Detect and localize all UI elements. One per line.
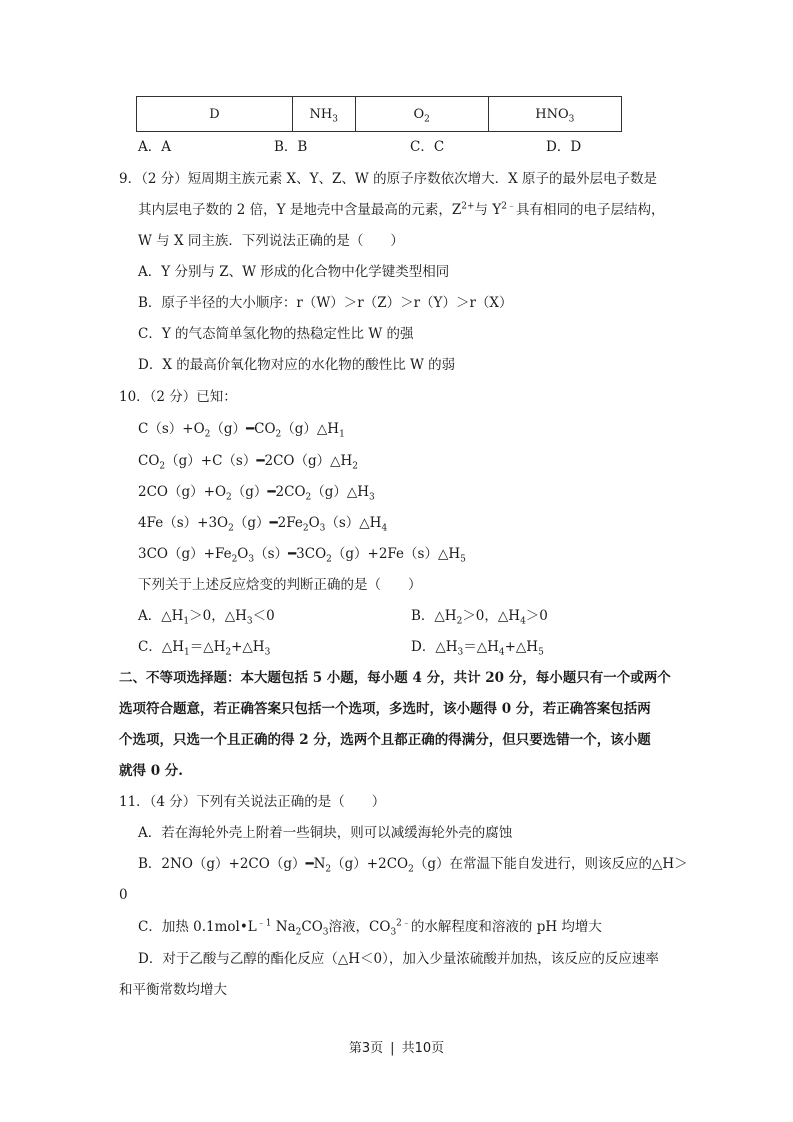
q10-reaction-5: $3CO(g)+Fe_2O_3(s)━3CO_2(g)+2Fe(s)\triangle H_5$ xyxy=(138,546,466,565)
table-row xyxy=(137,97,622,132)
footer-separator: | xyxy=(390,1041,395,1056)
table-cell: D xyxy=(137,97,293,132)
cell-text: HNO xyxy=(535,106,569,122)
q11-option-c: C．加热 $0.1mol•L^{﹣1}$ $Na_2CO_3$溶液，$CO_3^{2﹣}$的水解程度和溶液的 pH 均增大 xyxy=(138,918,602,938)
q10-reaction-4: $4Fe(s)+3O_2(g)━2Fe_2O_3(s)\triangle H_4$ xyxy=(138,515,388,534)
table-cell xyxy=(292,97,355,132)
q11-option-d-cont: 和平衡常数均增大 xyxy=(119,982,227,998)
q8-option-d: D．D xyxy=(546,139,582,155)
subscript: 2 xyxy=(424,114,430,125)
q11-option-d: D．对于乙酸与乙醇的酯化反应（△H＜0），加入少量浓硫酸并加热，该反应的反应速率 xyxy=(138,951,659,967)
section2-heading-line4: 就得 0 分. xyxy=(119,763,183,779)
q9-stem-line3: W 与 X 同主族．下列说法正确的是（ ） xyxy=(138,233,404,249)
q9-option-a: A．Y 分别与 Z、W 形成的化合物中化学键类型相同 xyxy=(138,264,450,280)
cell-text: O xyxy=(413,106,425,122)
section2-heading-line2: 选项符合题意，若正确答案只包括一个选项，多选时，该小题得 0 分，若正确答案包括两 xyxy=(119,701,651,717)
page-total: 共10页 xyxy=(401,1041,445,1056)
q8-option-a: A．A xyxy=(138,139,171,155)
q11-option-b: B．$2NO(g)+2CO(g)━N_2(g)+2CO_2(g)$在常温下能自发进行，则该反应的△H＞ xyxy=(138,856,688,875)
q10-question: 下列关于上述反应焓变的判断正确的是（ ） xyxy=(138,577,422,593)
q9-option-d: D．X 的最高价氧化物对应的水化物的酸性比 W 的弱 xyxy=(138,357,456,373)
q10-reaction-1: $C(s)+O_2(g)━CO_2(g)\triangle H_1$ xyxy=(138,421,345,440)
subscript: 3 xyxy=(568,114,575,125)
cell-text: NH xyxy=(309,106,333,122)
q10-option-d: D．$\triangle H_3=\triangle H_4+\triangle H_5$ xyxy=(411,639,544,658)
q10-option-a: A．$\triangle H_1>0$，$\triangle H_3<0$ xyxy=(138,608,275,627)
answer-table xyxy=(136,96,622,132)
q11-stem: 11．（4 分）下列有关说法正确的是（ ） xyxy=(119,794,386,810)
page-footer xyxy=(0,1037,793,1056)
q9-stem-line1: 9．（2 分）短周期主族元素 X、Y、Z、W 的原子序数依次增大．X 原子的最外层电子数是 xyxy=(119,171,657,187)
q9-option-b: B．原子半径的大小顺序：r（W）＞r（Z）＞r（Y）＞r（X） xyxy=(138,295,513,311)
q8-option-b: B．B xyxy=(274,139,308,155)
q9-stem-line2: 其内层电子数的 2 倍，Y 是地壳中含量最高的元素，$Z^{2+}$与 $Y^{2﹣}$具有相同的电子层结构， xyxy=(138,201,665,218)
table-cell xyxy=(355,97,488,132)
q10-option-c: C．$\triangle H_1=\triangle H_2+\triangle H_3$ xyxy=(138,639,271,658)
table-cell xyxy=(488,97,621,132)
q10-reaction-2: $CO_2(g)+C(s)━2CO(g)\triangle H_2$ xyxy=(138,453,358,472)
subscript: 3 xyxy=(332,114,338,125)
q10-stem: 10．（2 分）已知： xyxy=(119,389,237,405)
q11-option-a: A．若在海轮外壳上附着一些铜块，则可以减缓海轮外壳的腐蚀 xyxy=(138,825,513,841)
q10-reaction-3: $2CO(g)+O_2(g)━2CO_2(g)\triangle H_3$ xyxy=(138,484,375,503)
q10-option-b: B．$\triangle H_2>0$，$\triangle H_4>0$ xyxy=(411,608,548,627)
q8-option-c: C．C xyxy=(410,139,445,155)
page-number: 第3页 xyxy=(348,1041,384,1056)
section2-heading-line1: 二、不等项选择题：本大题包括 5 小题，每小题 4 分，共计 20 分，每小题只有一个或两个 xyxy=(119,670,671,686)
q9-option-c: C．Y 的气态简单氢化物的热稳定性比 W 的强 xyxy=(138,326,414,342)
q11-option-b-cont: 0 xyxy=(119,887,128,903)
section2-heading-line3: 个选项，只选一个且正确的得 2 分，选两个且都正确的得满分，但只要选错一个，该小题 xyxy=(119,732,651,748)
